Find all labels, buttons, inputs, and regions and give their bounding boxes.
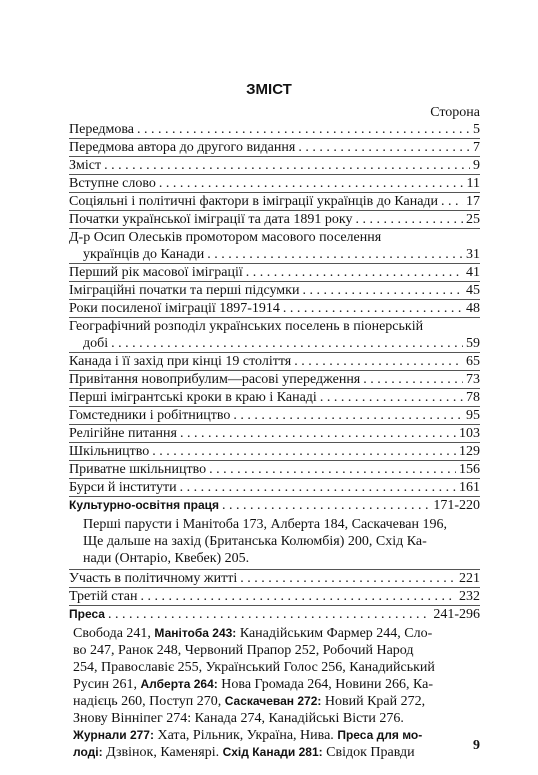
toc-entry[interactable] xyxy=(69,138,480,156)
toc-entry[interactable] xyxy=(69,317,480,352)
toc-leader xyxy=(246,264,463,281)
toc-entry-page: 129 xyxy=(459,444,480,459)
toc-leader xyxy=(180,425,456,442)
toc-entry[interactable] xyxy=(69,406,480,424)
toc-leader xyxy=(180,479,456,496)
toc-entry[interactable] xyxy=(69,442,480,460)
toc-entry[interactable] xyxy=(69,424,480,442)
toc-entry-page: 5 xyxy=(473,122,480,137)
toc-leader xyxy=(283,300,463,317)
toc-entry-title: Соціяльні і політичні фактори в іміграції українців до Канади xyxy=(69,194,439,209)
toc-entry-page: 45 xyxy=(466,283,480,298)
toc-entry-page: 59 xyxy=(466,336,480,351)
toc-entry-title: Початки української іміграції та дата 1891 року xyxy=(69,212,353,227)
toc-entry-title: Бурси й інститути xyxy=(69,480,177,495)
toc-entry[interactable] xyxy=(69,587,480,605)
subentry-line: Знову Вінніпег 274: Канада 274, Канадійські Вісти 276. xyxy=(73,711,404,726)
toc-entry-title: Д-р Осип Олеськів промотором масового поселення xyxy=(69,230,382,245)
toc-leader xyxy=(363,371,463,388)
toc-entry-culture[interactable] xyxy=(69,496,480,514)
toc-entry-page: 9 xyxy=(473,158,480,173)
toc-leader xyxy=(294,353,463,370)
toc-leader xyxy=(104,157,470,174)
toc-entry-title-continued: українців до Канади xyxy=(83,247,205,262)
toc-entry[interactable] xyxy=(69,263,480,281)
subentry-line: Свобода 241, Манітоба 243: Канадійським Фармер 244, Сло- xyxy=(73,626,433,641)
toc-entry-title: Перші імігрантські кроки в краю і Канаді xyxy=(69,390,317,405)
subentry-line: надієць 260, Поступ 270, Саскачеван 272: Новий Край 272, xyxy=(73,694,426,709)
toc-entry[interactable] xyxy=(69,121,480,138)
toc-entry-page: 221 xyxy=(459,571,480,586)
toc-entry-page: 31 xyxy=(466,247,480,262)
toc-entry-page: 11 xyxy=(466,176,480,191)
toc-leader xyxy=(298,139,470,156)
toc-entry-title: Іміграційні початки та перші підсумки xyxy=(69,283,300,298)
toc-subentries-culture xyxy=(69,516,480,567)
toc-entry-title: Приватне шкільництво xyxy=(69,462,207,477)
toc-entry-title: Канада і її захід при кінці 19 століття xyxy=(69,354,292,369)
toc-entry-page: 161 xyxy=(459,480,480,495)
toc-entry[interactable] xyxy=(69,174,480,192)
toc-leader xyxy=(159,175,464,192)
toc-entry[interactable] xyxy=(69,210,480,228)
toc-entry[interactable] xyxy=(69,156,480,174)
toc-entry-page: 65 xyxy=(466,354,480,369)
column-header: Сторона xyxy=(430,105,480,120)
subentry-line: Журнали 277: Хата, Рільник, Україна, Нива. Преса для мо- xyxy=(73,728,423,743)
toc-entry[interactable] xyxy=(69,478,480,496)
toc-entry[interactable] xyxy=(69,228,480,263)
subentry-line: 254, Православіє 255, Український Голос 256, Канадийський xyxy=(73,660,435,675)
toc-entry-title: Участь в політичному житті xyxy=(69,571,238,586)
subentry-line: нади (Онтаріо, Квебек) 205. xyxy=(83,551,250,566)
toc-entry-page: 17 xyxy=(466,194,480,209)
toc-leader xyxy=(302,282,463,299)
toc-entry-page: 78 xyxy=(466,390,480,405)
toc-entry-title: Роки посиленої іміграції 1897-1914 xyxy=(69,301,280,316)
table-of-contents xyxy=(69,121,480,763)
toc-leader xyxy=(320,389,463,406)
subentry-line: Русин 261, Алберта 264: Нова Громада 264, Новини 266, Ка- xyxy=(73,677,434,692)
toc-entry-page: 41 xyxy=(466,265,480,280)
toc-leader xyxy=(233,407,463,424)
toc-entry-page: 25 xyxy=(466,212,480,227)
toc-entry-page: 171-220 xyxy=(433,498,480,513)
toc-entry-page: 103 xyxy=(459,426,480,441)
toc-entry-title: Зміст xyxy=(69,158,102,173)
toc-leader xyxy=(441,193,463,210)
toc-entry-page: 95 xyxy=(466,408,480,423)
toc-entry[interactable] xyxy=(69,352,480,370)
toc-entry[interactable] xyxy=(69,460,480,478)
toc-entry-press[interactable] xyxy=(69,605,480,623)
page-number: 9 xyxy=(473,738,480,753)
toc-leader xyxy=(111,335,463,352)
toc-leader xyxy=(140,588,456,605)
toc-entry-title: Третій стан xyxy=(69,589,138,604)
toc-entry[interactable] xyxy=(69,281,480,299)
toc-entry-page: 73 xyxy=(466,372,480,387)
toc-leader xyxy=(207,246,463,263)
toc-entry[interactable] xyxy=(69,569,480,587)
toc-entry[interactable] xyxy=(69,370,480,388)
toc-leader xyxy=(355,211,463,228)
toc-entry-page: 156 xyxy=(459,462,480,477)
subentry-line: Перші парусти і Манітоба 173, Алберта 184, Саскачеван 196, xyxy=(83,517,448,532)
toc-entry-title: Шкільництво xyxy=(69,444,150,459)
toc-entry-page: 232 xyxy=(459,589,480,604)
toc-entry-title: Перший рік масової іміграції xyxy=(69,265,243,280)
toc-leader xyxy=(240,570,456,587)
subentry-line: лоді: Дзвінок, Каменярі. Схід Канади 281: Свідок Правди xyxy=(73,745,415,760)
toc-entry-title: Гомстедники і робітництво xyxy=(69,408,231,423)
toc-entry-title: Релігійне питання xyxy=(69,426,177,441)
toc-entry-title: Передмова автора до другого видання xyxy=(69,140,296,155)
toc-entry-title: Привітання новоприбулим—расові упередження xyxy=(69,372,361,387)
toc-leader xyxy=(209,461,456,478)
toc-entry-title: Передмова xyxy=(69,122,134,137)
toc-entry[interactable] xyxy=(69,299,480,317)
toc-entry-page: 241-296 xyxy=(433,607,480,622)
toc-leader xyxy=(222,497,430,514)
toc-entry[interactable] xyxy=(69,192,480,210)
toc-leader xyxy=(152,443,456,460)
toc-leader xyxy=(137,121,470,138)
toc-entry-page: 7 xyxy=(473,140,480,155)
subentry-line: Ще дальше на захід (Британська Колюмбія) 200, Схід Ка- xyxy=(83,534,427,549)
toc-entry[interactable] xyxy=(69,388,480,406)
toc-entry-title: Преса xyxy=(69,607,105,621)
toc-subentries-press xyxy=(69,625,480,761)
toc-entry-title: Вступне слово xyxy=(69,176,156,191)
toc-entry-title-continued: добі xyxy=(83,336,109,351)
toc-leader xyxy=(108,606,430,623)
subentry-line: во 247, Ранок 248, Червоний Прапор 252, Робочий Народ xyxy=(73,643,414,658)
toc-entry-title: Культурно-освітня праця xyxy=(69,498,220,512)
toc-entry-page: 48 xyxy=(466,301,480,316)
toc-entry-title: Географічний розподіл українських поселень в піонерській xyxy=(69,319,424,334)
page-title: ЗМІСТ xyxy=(246,81,292,98)
